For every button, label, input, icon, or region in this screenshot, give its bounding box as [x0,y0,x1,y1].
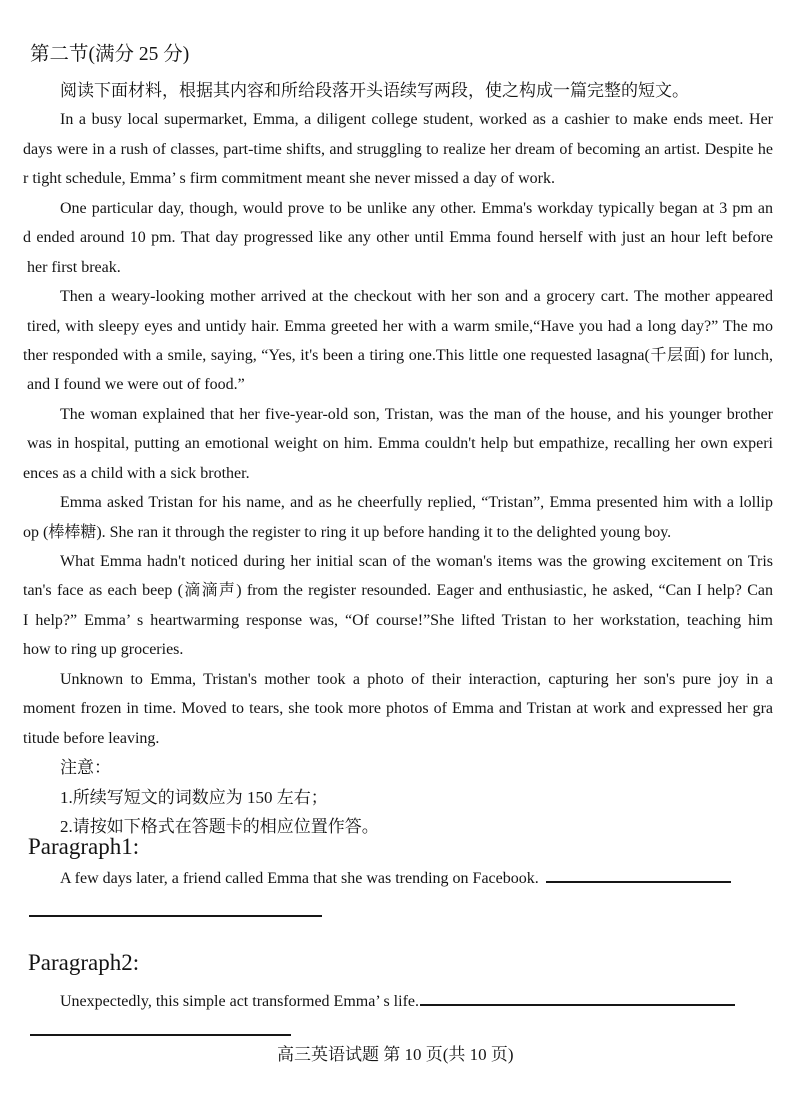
paragraph1-lead-line [23,864,800,894]
text-line: 阅读下面材料，根据其内容和所给段落开头语续写两段，使之构成一篇完整的短文。 [60,81,689,100]
text-line: One particular day, though, would prove to be unlike any other. Emma's workday typically began at 3 pm an [60,199,773,217]
text-line: Unknown to Emma, Tristan's mother took a photo of their interaction, capturing her son's pure joy in a [60,670,773,688]
text-line: ences as a child with a sick brother. [23,464,250,482]
text-line: 注意： [60,758,111,778]
text-line: and I found we were out of food.” [27,376,245,394]
paragraph2-lead-text: Unexpectedly, this simple act transformed Emma’ s life. [60,993,419,1010]
answer-blank-row-1 [29,915,322,917]
text-line: What Emma hadn't noticed during her initial scan of the woman's items was the growing excitement on Tris [60,553,773,570]
text-line: tired, with sleepy eyes and untidy hair. Emma greeted her with a warm smile,“Have you had a long day?” The mo [27,317,773,335]
paragraph2-heading: Paragraph2: [28,950,140,975]
answer-blank-inline-1 [546,865,731,883]
text-line: r tight schedule, Emma’ s firm commitment meant she never missed a day of work. [23,170,556,188]
text-line: tan's face as each beep (滴滴声) from the register resounded. Eager and enthusiastic, he asked, “Can I help? Can [23,582,773,600]
paragraph1-lead-text: A few days later, a friend called Emma that she was trending on Facebook. [60,870,539,887]
answer-blank-inline-2 [420,988,735,1006]
text-line: ther responded with a smile, saying, “Yes, it's been a tiring one.This little one requested lasagna(千层面) for lunch, [23,346,773,364]
text-line: I help?” Emma’ s heartwarming response was, “Of course!”She lifted Tristan to her workstation, teaching him [23,611,773,629]
text-line: Emma asked Tristan for his name, and as he cheerfully replied, “Tristan”, Emma presented him with a lollip [60,494,773,512]
paragraph2-lead-line [23,987,800,1017]
text-line: how to ring up groceries. [23,641,184,659]
text-line: op (棒棒糖). She ran it through the register to ring it up before handing it to the delighted young boy. [23,523,672,541]
answer-blank-row-2 [30,1034,291,1036]
paragraph1-heading: Paragraph1: [28,834,140,859]
text-line: In a busy local supermarket, Emma, a diligent college student, worked as a cashier to make ends meet. Her [60,111,773,129]
passage-text [23,76,773,841]
text-line: was in hospital, putting an emotional weight on him. Emma couldn't help but empathize, recalling her own experi [27,435,773,453]
text-line: moment frozen in time. Moved to tears, she took more photos of Emma and Tristan at work and expressed her gra [23,700,773,718]
text-line: d ended around 10 pm. That day progressed like any other until Emma found herself with just an hour left before [23,229,773,247]
text-line: 2.请按如下格式在答题卡的相应位置作答。 [60,816,379,836]
text-line: days were in a rush of classes, part-time shifts, and struggling to realize her dream of becoming an artist. Despite he [23,140,773,158]
page-footer: 高三英语试题 第 10 页(共 10 页) [277,1045,514,1064]
text-line: The woman explained that her five-year-old son, Tristan, was the man of the house, and his younger brother [60,405,773,423]
text-line: 1.所续写短文的词数应为 150 左右； [60,787,328,807]
section-title: 第二节(满分 25 分) [30,44,190,65]
text-line: her first break. [27,258,121,276]
text-line: titude before leaving. [23,729,160,747]
text-line: Then a weary-looking mother arrived at the checkout with her son and a grocery cart. The mother appeared [60,288,773,306]
